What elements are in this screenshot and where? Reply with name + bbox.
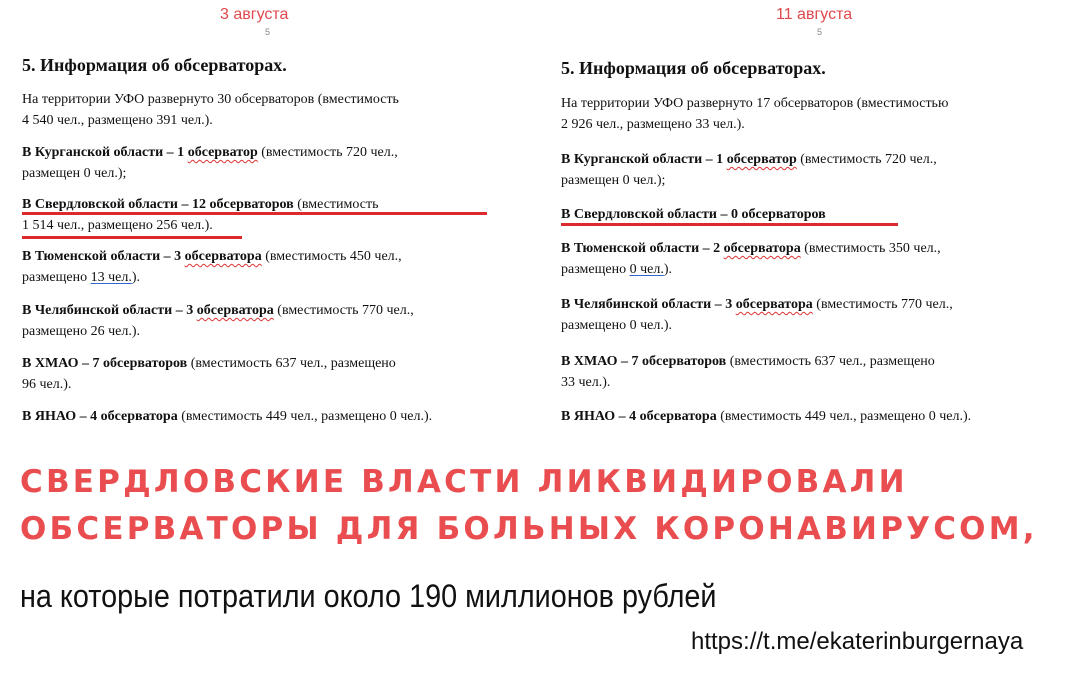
sverdlovsk-paragraph-left: В Свердловской области – 12 обсерваторов (вместимость 1 514 чел., размещено 256 чел.).	[22, 197, 379, 233]
date-label-left: 3 августа	[220, 6, 289, 23]
section-heading-right: 5. Информация об обсерваторах.	[561, 58, 826, 78]
document-left	[22, 0, 487, 430]
yanao-paragraph-left: В ЯНАО – 4 обсерватора (вместимость 449 чел., размещено 0 чел.).	[22, 409, 433, 424]
page-number-left: 5	[265, 27, 271, 37]
section-heading-left: 5. Информация об обсерваторах.	[22, 55, 287, 75]
tyumen-paragraph-right: В Тюменской области – 2 обсерватора (вместимость 350 чел., размещено 0 чел.).	[561, 241, 941, 277]
kurgan-paragraph-left: В Курганской области – 1 обсерватор (вместимость 720 чел., размещен 0 чел.);	[22, 145, 398, 181]
khmao-paragraph-left: В ХМАО – 7 обсерваторов (вместимость 637 чел., размещено 96 чел.).	[22, 356, 396, 392]
document-right	[561, 0, 1078, 430]
yanao-paragraph-right: В ЯНАО – 4 обсерватора (вместимость 449 чел., размещено 0 чел.).	[561, 409, 972, 424]
highlight-underline-left-2	[22, 236, 242, 239]
headline-line-1: СВЕРДЛОВСКИЕ ВЛАСТИ ЛИКВИДИРОВАЛИ	[20, 464, 908, 500]
summary-paragraph-right: На территории УФО развернуто 17 обсерваторов (вместимостью 2 926 чел., размещено 33 чел.).	[561, 96, 949, 132]
highlight-underline-right	[561, 223, 898, 226]
source-link[interactable]: https://t.me/ekaterinburgernaya	[691, 628, 1024, 655]
highlight-underline-left-1	[22, 212, 487, 215]
summary-paragraph-left: На территории УФО развернуто 30 обсерваторов (вместимость 4 540 чел., размещено 391 чел.).	[22, 92, 399, 128]
chelyabinsk-paragraph-right: В Челябинской области – 3 обсерватора (вместимость 770 чел., размещено 0 чел.).	[561, 297, 953, 333]
headline-line-2: ОБСЕРВАТОРЫ ДЛЯ БОЛЬНЫХ КОРОНАВИРУСОМ,	[20, 511, 1038, 547]
kurgan-paragraph-right: В Курганской области – 1 обсерватор (вместимость 720 чел., размещен 0 чел.);	[561, 152, 937, 188]
page-number-right: 5	[817, 27, 823, 37]
tyumen-paragraph-left: В Тюменской области – 3 обсерватора (вместимость 450 чел., размещено 13 чел.).	[22, 249, 402, 285]
khmao-paragraph-right: В ХМАО – 7 обсерваторов (вместимость 637 чел., размещено 33 чел.).	[561, 354, 935, 390]
chelyabinsk-paragraph-left: В Челябинской области – 3 обсерватора (вместимость 770 чел., размещено 26 чел.).	[22, 303, 414, 339]
date-label-right: 11 августа	[776, 6, 853, 23]
sverdlovsk-paragraph-right: В Свердловской области – 0 обсерваторов	[561, 207, 826, 222]
subheadline: на которые потратили около 190 миллионов рублей	[20, 578, 717, 614]
